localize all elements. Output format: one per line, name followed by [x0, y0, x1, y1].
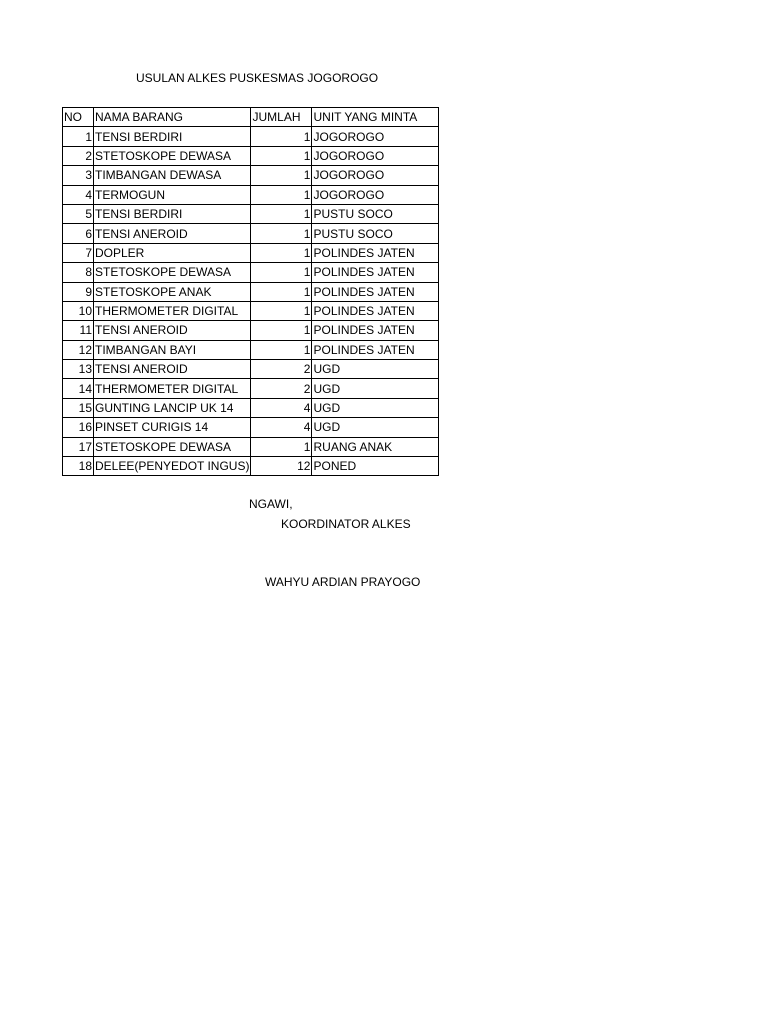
table-row: [63, 166, 439, 185]
signature-place: NGAWI,: [249, 497, 293, 511]
cell-unit: JOGOROGO: [312, 185, 439, 204]
table-row: [63, 263, 439, 282]
table-row: [63, 321, 439, 340]
table-row: [63, 127, 439, 146]
table-row: [63, 398, 439, 417]
cell-name: STETOSKOPE DEWASA: [94, 146, 251, 165]
table-row: [63, 224, 439, 243]
cell-no: 5: [63, 204, 94, 223]
cell-qty: 1: [251, 282, 312, 301]
cell-no: 8: [63, 263, 94, 282]
cell-no: 11: [63, 321, 94, 340]
cell-unit: UGD: [312, 360, 439, 379]
cell-name: TENSI BERDIRI: [94, 204, 251, 223]
cell-qty: 1: [251, 185, 312, 204]
table-row: [63, 301, 439, 320]
cell-qty: 1: [251, 243, 312, 262]
table-row: [63, 437, 439, 456]
table-row: [63, 282, 439, 301]
table-row: [63, 379, 439, 398]
cell-name: TIMBANGAN BAYI: [94, 340, 251, 359]
cell-unit: POLINDES JATEN: [312, 282, 439, 301]
cell-name: TENSI ANEROID: [94, 321, 251, 340]
header-name: NAMA BARANG: [94, 108, 251, 127]
cell-unit: JOGOROGO: [312, 146, 439, 165]
cell-name: DOPLER: [94, 243, 251, 262]
cell-name: THERMOMETER DIGITAL: [94, 379, 251, 398]
cell-name: DELEE(PENYEDOT INGUS): [94, 457, 251, 476]
cell-unit: PUSTU SOCO: [312, 224, 439, 243]
cell-unit: POLINDES JATEN: [312, 321, 439, 340]
header-qty: JUMLAH: [251, 108, 312, 127]
cell-no: 4: [63, 185, 94, 204]
cell-no: 3: [63, 166, 94, 185]
cell-qty: 1: [251, 340, 312, 359]
document-title: USULAN ALKES PUSKESMAS JOGOROGO: [136, 71, 379, 85]
cell-no: 18: [63, 457, 94, 476]
cell-no: 17: [63, 437, 94, 456]
table-row: [63, 243, 439, 262]
cell-no: 1: [63, 127, 94, 146]
cell-qty: 1: [251, 437, 312, 456]
cell-no: 16: [63, 418, 94, 437]
cell-qty: 1: [251, 146, 312, 165]
cell-no: 12: [63, 340, 94, 359]
signature-name: WAHYU ARDIAN PRAYOGO: [265, 575, 421, 589]
cell-name: GUNTING LANCIP UK 14: [94, 398, 251, 417]
cell-qty: 4: [251, 398, 312, 417]
table-row: [63, 418, 439, 437]
cell-unit: UGD: [312, 398, 439, 417]
table-header-row: [63, 108, 439, 127]
cell-name: TENSI BERDIRI: [94, 127, 251, 146]
cell-unit: JOGOROGO: [312, 166, 439, 185]
items-table: [62, 107, 439, 476]
cell-no: 15: [63, 398, 94, 417]
cell-no: 10: [63, 301, 94, 320]
cell-no: 7: [63, 243, 94, 262]
cell-unit: POLINDES JATEN: [312, 340, 439, 359]
cell-unit: UGD: [312, 418, 439, 437]
header-unit: UNIT YANG MINTA: [312, 108, 439, 127]
cell-unit: UGD: [312, 379, 439, 398]
signature-role: KOORDINATOR ALKES: [281, 517, 411, 531]
cell-no: 14: [63, 379, 94, 398]
cell-unit: PUSTU SOCO: [312, 204, 439, 223]
table-row: [63, 457, 439, 476]
cell-name: TIMBANGAN DEWASA: [94, 166, 251, 185]
cell-name: STETOSKOPE ANAK: [94, 282, 251, 301]
header-no: NO: [63, 108, 94, 127]
table-row: [63, 360, 439, 379]
cell-unit: POLINDES JATEN: [312, 263, 439, 282]
cell-no: 13: [63, 360, 94, 379]
table-row: [63, 340, 439, 359]
cell-no: 9: [63, 282, 94, 301]
cell-unit: JOGOROGO: [312, 127, 439, 146]
cell-qty: 1: [251, 263, 312, 282]
cell-unit: POLINDES JATEN: [312, 243, 439, 262]
cell-qty: 1: [251, 224, 312, 243]
cell-qty: 4: [251, 418, 312, 437]
cell-name: THERMOMETER DIGITAL: [94, 301, 251, 320]
cell-no: 2: [63, 146, 94, 165]
cell-qty: 1: [251, 166, 312, 185]
cell-qty: 1: [251, 204, 312, 223]
cell-qty: 1: [251, 127, 312, 146]
cell-name: STETOSKOPE DEWASA: [94, 263, 251, 282]
cell-name: PINSET CURIGIS 14: [94, 418, 251, 437]
cell-qty: 12: [251, 457, 312, 476]
cell-name: TERMOGUN: [94, 185, 251, 204]
table-row: [63, 146, 439, 165]
cell-unit: POLINDES JATEN: [312, 301, 439, 320]
cell-name: TENSI ANEROID: [94, 224, 251, 243]
cell-qty: 1: [251, 301, 312, 320]
table-row: [63, 204, 439, 223]
cell-qty: 1: [251, 321, 312, 340]
cell-unit: RUANG ANAK: [312, 437, 439, 456]
cell-unit: PONED: [312, 457, 439, 476]
cell-name: STETOSKOPE DEWASA: [94, 437, 251, 456]
table-row: [63, 185, 439, 204]
cell-name: TENSI ANEROID: [94, 360, 251, 379]
cell-qty: 2: [251, 379, 312, 398]
cell-qty: 2: [251, 360, 312, 379]
cell-no: 6: [63, 224, 94, 243]
